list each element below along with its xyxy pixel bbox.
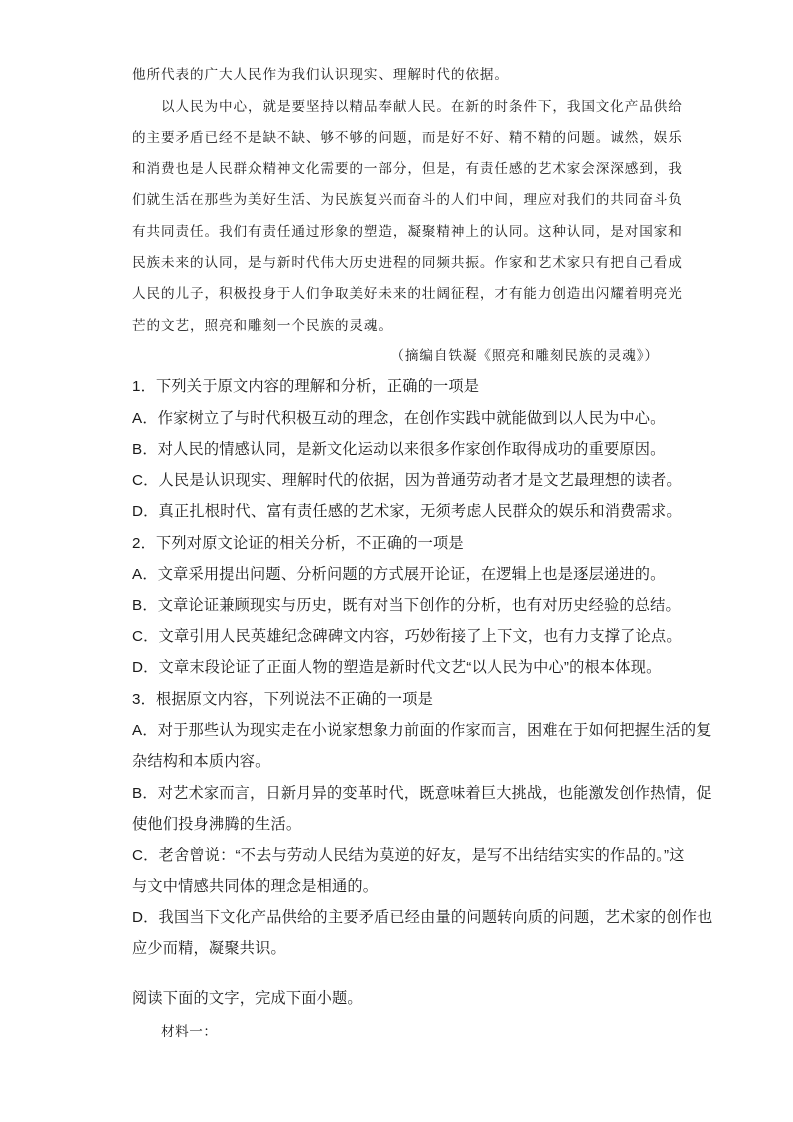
question-option: A．对于那些认为现实走在小说家想象力前面的作家而言，困难在于如何把握生活的复 <box>132 722 712 739</box>
passage-line: 人民的儿子，积极投身于人们争取美好未来的壮阔征程，才有能力创造出闪耀着明亮光 <box>132 286 683 302</box>
question-option: B．对艺术家而言，日新月异的变革时代，既意味着巨大挑战，也能激发创作热情，促 <box>132 785 712 802</box>
passage-line: 他所代表的广大人民作为我们认识现实、理解时代的依据。 <box>132 67 509 83</box>
question-option: C．老舍曾说：“不去与劳动人民结为莫逆的好友，是写不出结结实实的作品的。”这 <box>132 847 685 864</box>
question-option: B．文章论证兼顾现实与历史，既有对当下创作的分析，也有对历史经验的总结。 <box>132 597 681 614</box>
passage-line: 芒的文艺，照亮和雕刻一个民族的灵魂。 <box>132 318 393 334</box>
material-label: 材料一： <box>161 1024 218 1040</box>
question-stem: 2．下列对原文论证的相关分析，不正确的一项是 <box>132 535 464 552</box>
question-stem: 3．根据原文内容，下列说法不正确的一项是 <box>132 691 434 708</box>
question-option-continued: 与文中情感共同体的理念是相通的。 <box>132 878 379 895</box>
question-option: C．文章引用人民英雄纪念碑碑文内容，巧妙衔接了上下文，也有力支撑了论点。 <box>132 628 682 645</box>
passage-line: 的主要矛盾已经不是缺不缺、够不够的问题，而是好不好、精不精的问题。诚然，娱乐 <box>132 130 683 146</box>
section-instruction: 阅读下面的文字，完成下面小题。 <box>132 990 363 1007</box>
passage-line: 和消费也是人民群众精神文化需要的一部分，但是，有责任感的艺术家会深深感到，我 <box>132 161 683 177</box>
question-stem: 1．下列关于原文内容的理解和分析，正确的一项是 <box>132 378 480 395</box>
question-option-continued: 使他们投身沸腾的生活。 <box>132 816 302 833</box>
question-option: D．文章末段论证了正面人物的塑造是新时代文艺“以人民为中心”的根本体现。 <box>132 659 662 676</box>
passage-line: 民族未来的认同，是与新时代伟大历史进程的同频共振。作家和艺术家只有把自己看成 <box>132 255 683 271</box>
passage-source: （摘编自铁凝《照亮和雕刻民族的灵魂》） <box>390 348 659 364</box>
passage-line: 有共同责任。我们有责任通过形象的塑造，凝聚精神上的认同。这种认同，是对国家和 <box>132 224 683 240</box>
question-option: B．对人民的情感认同，是新文化运动以来很多作家创作取得成功的重要原因。 <box>132 441 666 458</box>
passage-line: 们就生活在那些为美好生活、为民族复兴而奋斗的人们中间，理应对我们的共同奋斗负 <box>132 192 683 208</box>
question-option: D．真正扎根时代、富有责任感的艺术家，无须考虑人民群众的娱乐和消费需求。 <box>132 503 682 520</box>
question-option: A．文章采用提出问题、分析问题的方式展开论证，在逻辑上也是逐层递进的。 <box>132 566 666 583</box>
question-option: D．我国当下文化产品供给的主要矛盾已经由量的问题转向质的问题，艺术家的创作也 <box>132 909 713 926</box>
question-option-continued: 应少而精，凝聚共识。 <box>132 940 286 957</box>
passage-line: 以人民为中心，就是要坚持以精品奉献人民。在新的时条件下，我国文化产品供给 <box>161 99 683 115</box>
question-option: A．作家树立了与时代积极互动的理念，在创作实践中就能做到以人民为中心。 <box>132 410 666 427</box>
question-option: C．人民是认识现实、理解时代的依据，因为普通劳动者才是文艺最理想的读者。 <box>132 472 682 489</box>
question-option-continued: 杂结构和本质内容。 <box>132 753 271 770</box>
